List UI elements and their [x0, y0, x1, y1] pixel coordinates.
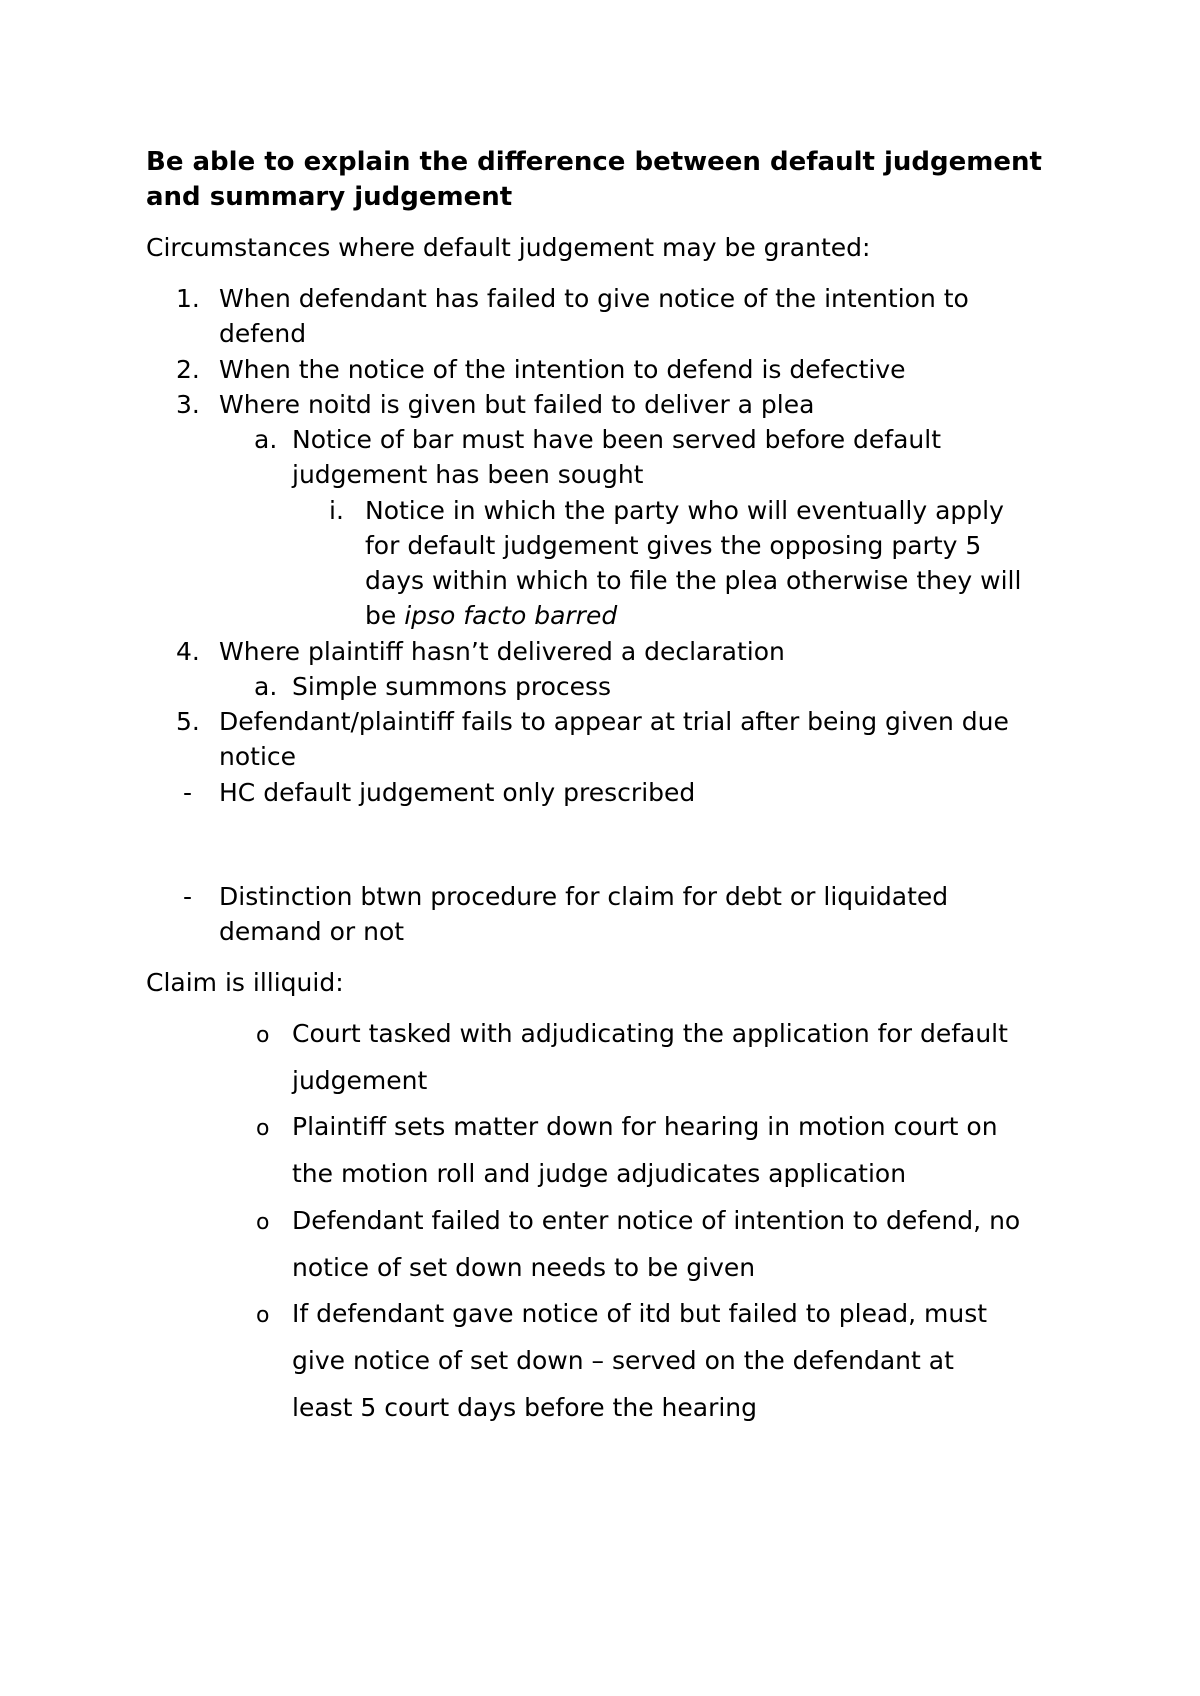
bullet-item-3-line-2: notice of set down needs to be given [292, 1253, 756, 1282]
list-item-5-line-1: Defendant/plaintiff fails to appear at trial after being given due [219, 707, 1009, 736]
list-marker-3a: a. [254, 425, 278, 454]
list-item-3a-i-line-2: for default judgement gives the opposing party 5 [365, 531, 982, 560]
bullet-item-4-line-3: least 5 court days before the hearing [292, 1393, 758, 1422]
bullet-marker-3: o [256, 1210, 270, 1235]
list-marker-3: 3. [176, 390, 200, 419]
list-item-5-line-2: notice [219, 742, 297, 771]
bullet-item-1-line-2: judgement [292, 1066, 428, 1095]
bullet-item-4-line-2: give notice of set down – served on the defendant at [292, 1346, 954, 1375]
list-marker-4: 4. [176, 637, 200, 666]
list-marker-2: 2. [176, 355, 200, 384]
dash-item-2-line-1: Distinction btwn procedure for claim for debt or liquidated [219, 882, 949, 911]
bullet-marker-4: o [256, 1303, 270, 1328]
list-item-3a-i-line-4-prefix: be [365, 601, 405, 630]
list-item-3a-i-line-1: Notice in which the party who will eventually apply [365, 496, 1004, 525]
bullet-item-2-line-1: Plaintiff sets matter down for hearing in motion court on [292, 1112, 998, 1141]
list-item-4a-line-1: Simple summons process [292, 672, 612, 701]
dash-marker-2: - [183, 882, 193, 911]
list-item-3a-i-line-4 [365, 599, 617, 633]
bullet-item-3-line-1: Defendant failed to enter notice of intention to defend, no [292, 1206, 1021, 1235]
list-marker-1: 1. [176, 284, 200, 313]
list-marker-3a-i: i. [329, 496, 344, 525]
heading-line-1: Be able to explain the difference between default judgement [146, 147, 1042, 177]
list-item-3a-line-2: judgement has been sought [292, 460, 644, 489]
list-item-1-line-2: defend [219, 319, 307, 348]
intro-text: Circumstances where default judgement may be granted: [146, 233, 871, 262]
claim-heading: Claim is illiquid: [146, 968, 344, 997]
bullet-item-1-line-1: Court tasked with adjudicating the application for default [292, 1019, 1008, 1048]
dash-marker-1: - [183, 778, 193, 807]
list-item-3-line-1: Where noitd is given but failed to deliver a plea [219, 390, 815, 419]
bullet-marker-1: o [256, 1023, 270, 1048]
list-item-3a-i-line-4-italic: ipso facto barred [404, 601, 618, 630]
bullet-item-2-line-2: the motion roll and judge adjudicates application [292, 1159, 907, 1188]
dash-item-1-line-1: HC default judgement only prescribed [219, 778, 696, 807]
bullet-marker-2: o [256, 1116, 270, 1141]
list-item-3a-line-1: Notice of bar must have been served before default [292, 425, 941, 454]
list-item-2-line-1: When the notice of the intention to defend is defective [219, 355, 906, 384]
list-item-1-line-1: When defendant has failed to give notice of the intention to [219, 284, 969, 313]
dash-item-2-line-2: demand or not [219, 917, 405, 946]
heading-line-2: and summary judgement [146, 182, 513, 212]
list-marker-4a: a. [254, 672, 278, 701]
bullet-item-4-line-1: If defendant gave notice of itd but failed to plead, must [292, 1299, 988, 1328]
list-item-3a-i-line-3: days within which to file the plea otherwise they will [365, 566, 1022, 595]
list-item-4-line-1: Where plaintiff hasn’t delivered a declaration [219, 637, 785, 666]
list-marker-5: 5. [176, 707, 200, 736]
